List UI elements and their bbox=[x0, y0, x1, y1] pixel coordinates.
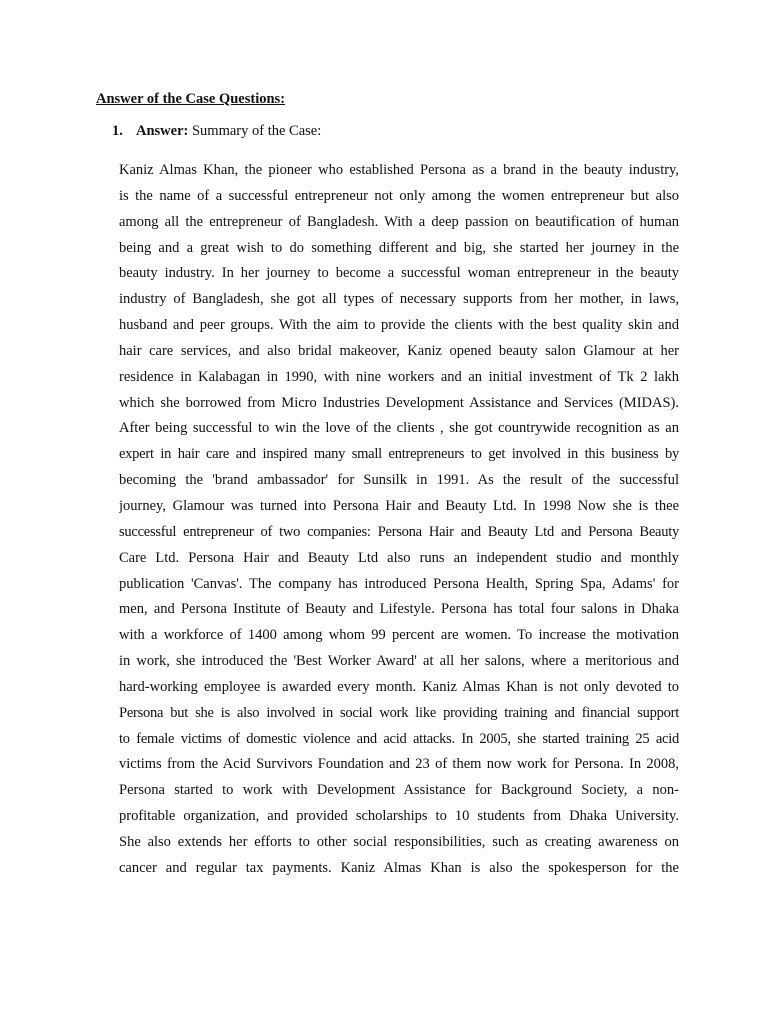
paragraph-line: victims from the Acid Survivors Foundation and 23 of them now work for Persona. In 2008, bbox=[119, 756, 679, 773]
paragraph-line: men, and Persona Institute of Beauty and Lifestyle. Persona has total four salons in Dhaka bbox=[119, 601, 679, 618]
question-text: Summary of the Case: bbox=[191, 123, 322, 139]
paragraph-line: She also extends her efforts to other social responsibilities, such as creating awareness on bbox=[119, 833, 679, 850]
summary-paragraph bbox=[119, 158, 679, 882]
paragraph-line: to female victims of domestic violence and acid attacks. In 2005, she started training 25 acid bbox=[119, 730, 679, 747]
question-line bbox=[112, 123, 321, 140]
paragraph-line: Persona started to work with Development Assistance for Background Society, a non- bbox=[119, 782, 679, 799]
paragraph-line: becoming the 'brand ambassador' for Sunsilk in 1991. As the result of the successful bbox=[119, 472, 679, 489]
paragraph-line: which she borrowed from Micro Industries Development Assistance and Services (MIDAS). bbox=[119, 394, 679, 411]
paragraph-line: journey, Glamour was turned into Persona Hair and Beauty Ltd. In 1998 Now she is thee bbox=[119, 497, 679, 514]
paragraph-line: Persona but she is also involved in social work like providing training and financial support bbox=[119, 704, 679, 721]
paragraph-line: with a workforce of 1400 among whom 99 percent are women. To increase the motivation bbox=[119, 627, 679, 644]
paragraph-line: hard-working employee is awarded every month. Kaniz Almas Khan is not only devoted to bbox=[119, 678, 679, 695]
paragraph-line: profitable organization, and provided scholarships to 10 students from Dhaka University. bbox=[119, 808, 679, 825]
paragraph-line: expert in hair care and inspired many small entrepreneurs to get involved in this business by bbox=[119, 446, 679, 463]
paragraph-line: successful entrepreneur of two companies: Persona Hair and Beauty Ltd and Persona Beauty bbox=[119, 523, 679, 540]
answer-label: Answer: bbox=[136, 123, 189, 139]
paragraph-line: husband and peer groups. With the aim to provide the clients with the best quality skin and bbox=[119, 317, 679, 334]
paragraph-line: industry of Bangladesh, she got all types of necessary supports from her mother, in laws, bbox=[119, 291, 679, 308]
paragraph-line: publication 'Canvas'. The company has introduced Persona Health, Spring Spa, Adams' for bbox=[119, 575, 679, 592]
paragraph-line: Kaniz Almas Khan, the pioneer who established Persona as a brand in the beauty industry, bbox=[119, 162, 679, 178]
paragraph-line: being and a great wish to do something different and big, she started her journey in the bbox=[119, 239, 679, 256]
section-heading: Answer of the Case Questions: bbox=[96, 91, 286, 107]
paragraph-line: residence in Kalabagan in 1990, with nine workers and an initial investment of Tk 2 lakh bbox=[119, 368, 679, 385]
paragraph-line: cancer and regular tax payments. Kaniz Almas Khan is also the spokesperson for the bbox=[119, 859, 679, 876]
paragraph-line: beauty industry. In her journey to become a successful woman entrepreneur in the beauty bbox=[119, 265, 679, 282]
paragraph-line: Care Ltd. Persona Hair and Beauty Ltd also runs an independent studio and monthly bbox=[119, 549, 679, 566]
question-number: 1. bbox=[112, 123, 123, 139]
paragraph-line: hair care services, and also bridal makeover, Kaniz opened beauty salon Glamour at her bbox=[119, 342, 679, 359]
paragraph-line: After being successful to win the love of the clients , she got countrywide recognition as an bbox=[119, 420, 679, 437]
paragraph-line: among all the entrepreneur of Bangladesh. With a deep passion on beautification of human bbox=[119, 213, 679, 230]
paragraph-line: in work, she introduced the 'Best Worker Award' at all her salons, where a meritorious and bbox=[119, 653, 679, 670]
paragraph-line: is the name of a successful entrepreneur not only among the women entrepreneur but also bbox=[119, 187, 679, 204]
